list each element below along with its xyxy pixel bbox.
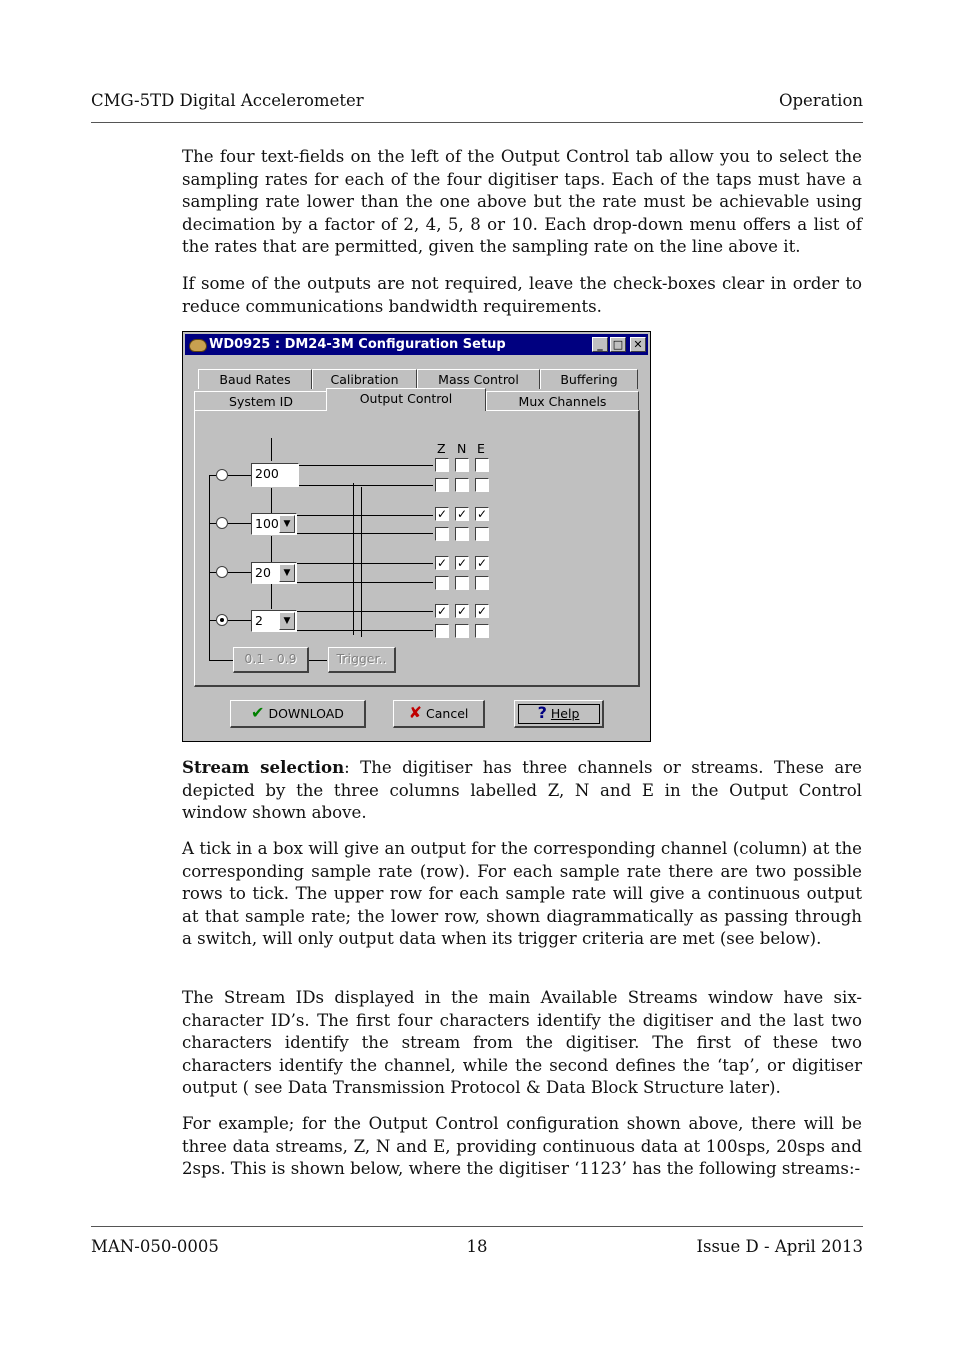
- tap-radio-4[interactable]: [216, 614, 228, 626]
- title-bar: [185, 334, 648, 355]
- tab-system-id[interactable]: System ID: [194, 391, 328, 411]
- check-icon: ✓: [456, 556, 468, 570]
- header-title: CMG-5TD Digital Accelerometer: [91, 91, 364, 110]
- connector-line: [271, 488, 272, 513]
- tap-radio-2[interactable]: [216, 517, 228, 529]
- tap-radio-1[interactable]: [216, 469, 228, 481]
- check-e-2-continuous[interactable]: [475, 604, 489, 618]
- range-button[interactable]: 0.1 - 0.9: [233, 647, 309, 673]
- bold-lead: Stream selection: [182, 757, 345, 777]
- output-line: [297, 611, 433, 612]
- tab-buffering[interactable]: Buffering: [540, 369, 638, 389]
- check-n-2-trigger[interactable]: [455, 624, 469, 638]
- window-title: WD0925 : DM24-3M Configuration Setup: [209, 337, 506, 352]
- tab-baud-rates[interactable]: Baud Rates: [198, 369, 312, 389]
- download-label: DOWNLOAD: [268, 706, 344, 721]
- trigger-output-line: [297, 533, 433, 534]
- check-icon: ✓: [436, 507, 448, 521]
- check-icon: ✓: [476, 556, 488, 570]
- tab-output-control[interactable]: Output Control: [326, 388, 486, 411]
- cross-icon: ✘: [408, 703, 423, 722]
- column-label-e: E: [477, 441, 485, 456]
- rate-select-3[interactable]: [251, 562, 297, 584]
- column-label-z: Z: [437, 441, 446, 456]
- check-z-2-continuous[interactable]: [435, 604, 449, 618]
- bus-line: [209, 523, 216, 524]
- check-e-200-continuous[interactable]: [475, 458, 489, 472]
- paragraph: For example; for the Output Control configuration shown above, there will be three data streams, Z, N and E, providing continuous data at 100sps, 20sps and 2sps. This is shown below, where the digitiser ‘1123’ has the following streams:-: [182, 1114, 862, 1179]
- minimize-icon[interactable]: _: [592, 337, 608, 352]
- paragraph: If some of the outputs are not required, leave the check-boxes clear in order to reduce communications bandwidth requirements.: [182, 274, 862, 316]
- trigger-switch-line: [353, 483, 354, 635]
- rate-select-2[interactable]: [251, 513, 297, 535]
- page-number: 18: [466, 1237, 488, 1256]
- connector-line: [271, 438, 272, 461]
- close-icon[interactable]: ✕: [630, 337, 646, 352]
- rate-value: 20: [255, 565, 271, 580]
- check-n-100-trigger[interactable]: [455, 527, 469, 541]
- rate-select-4[interactable]: [251, 610, 297, 632]
- header-rule: [91, 122, 863, 123]
- output-control-panel: [194, 410, 640, 687]
- output-line: [297, 563, 433, 564]
- check-z-2-trigger[interactable]: [435, 624, 449, 638]
- check-e-2-trigger[interactable]: [475, 624, 489, 638]
- bus-line: [228, 523, 251, 524]
- check-icon: ✓: [476, 507, 488, 521]
- tab-mux-channels[interactable]: Mux Channels: [486, 391, 639, 411]
- check-z-20-continuous[interactable]: [435, 556, 449, 570]
- download-button[interactable]: [230, 700, 366, 728]
- rate-field-1[interactable]: [251, 463, 299, 487]
- check-icon: ✓: [476, 604, 488, 618]
- check-z-200-trigger[interactable]: [435, 478, 449, 492]
- check-n-20-continuous[interactable]: [455, 556, 469, 570]
- bus-line: [209, 660, 233, 661]
- maximize-icon[interactable]: □: [610, 337, 626, 352]
- check-e-100-trigger[interactable]: [475, 527, 489, 541]
- page-footer: [91, 1237, 863, 1259]
- checkmark-icon: ✔: [251, 703, 265, 722]
- rate-value: 200: [255, 466, 279, 481]
- app-icon: [189, 339, 207, 352]
- tab-mass-control[interactable]: Mass Control: [417, 369, 540, 389]
- help-button[interactable]: [514, 700, 604, 728]
- config-window: [182, 331, 651, 742]
- check-n-2-continuous[interactable]: [455, 604, 469, 618]
- paragraph: The Stream IDs displayed in the main Available Streams window have six-character ID’s. The first four characters identify the digitiser and the last two characters identify the stream from the digitiser. The first of these two characters identify the channel, while the second defines the ‘tap’, or digitiser output ( see Data Transmission Protocol & Data Block Structure later).: [182, 988, 862, 1098]
- connector-line: [271, 584, 272, 609]
- bus-line: [209, 475, 216, 476]
- trigger-button[interactable]: Trigger..: [328, 647, 396, 673]
- check-e-20-continuous[interactable]: [475, 556, 489, 570]
- chevron-down-icon[interactable]: ▼: [279, 515, 295, 533]
- chevron-down-icon[interactable]: ▼: [279, 564, 295, 582]
- connector-line: [271, 536, 272, 562]
- check-z-200-continuous[interactable]: [435, 458, 449, 472]
- trigger-output-line: [297, 582, 433, 583]
- check-icon: ✓: [436, 604, 448, 618]
- check-z-20-trigger[interactable]: [435, 576, 449, 590]
- check-e-20-trigger[interactable]: [475, 576, 489, 590]
- check-e-200-trigger[interactable]: [475, 478, 489, 492]
- paragraph: A tick in a box will give an output for the corresponding channel (column) at the corresponding sample rate (row). For each sample rate there are two possible rows to tick. The upper row for each sample rate will give a continuous output at that sample rate; the lower row, shown diagrammatically as passing through a switch, will only output data when its trigger criteria are met (see below).: [182, 839, 862, 949]
- column-label-n: N: [457, 441, 467, 456]
- bus-line: [209, 572, 216, 573]
- paragraph-text: : The digitiser has three channels or streams. These are depicted by the three columns labelled Z, N and E in the Output Control window shown above.: [182, 758, 862, 823]
- tab-calibration[interactable]: Calibration: [312, 369, 417, 389]
- output-line: [297, 515, 433, 516]
- bus-line: [228, 620, 251, 621]
- check-e-100-continuous[interactable]: [475, 507, 489, 521]
- check-z-100-continuous[interactable]: [435, 507, 449, 521]
- cancel-label: Cancel: [426, 706, 469, 721]
- help-label: Help: [550, 706, 580, 721]
- check-icon: ✓: [456, 507, 468, 521]
- chevron-down-icon[interactable]: ▼: [279, 612, 295, 630]
- rate-value: 100: [255, 516, 279, 531]
- check-n-20-trigger[interactable]: [455, 576, 469, 590]
- output-line: [299, 465, 433, 466]
- header-section: Operation: [778, 91, 863, 110]
- bus-line: [228, 572, 251, 573]
- page-header: [91, 91, 863, 113]
- trigger-output-line: [299, 485, 433, 486]
- trigger-output-line: [297, 630, 433, 631]
- help-icon: ?: [537, 703, 547, 722]
- bus-line: [209, 620, 216, 621]
- cancel-button[interactable]: [393, 700, 485, 728]
- check-icon: ✓: [456, 604, 468, 618]
- check-z-100-trigger[interactable]: [435, 527, 449, 541]
- check-icon: ✓: [436, 556, 448, 570]
- bus-line: [228, 475, 251, 476]
- check-n-100-continuous[interactable]: [455, 507, 469, 521]
- paragraph: [182, 756, 862, 825]
- trigger-switch-line: [361, 487, 362, 637]
- paragraph: The four text-fields on the left of the Output Control tab allow you to select the sampling rates for each of the four digitiser taps. Each of the taps must have a sampling rate lower than the one above but the rate must be achievable using decimation by a factor of 2, 4, 5, 8 or 10. Each drop-down menu offers a list of the rates that are permitted, given the sampling rate on the line above it.: [182, 147, 862, 257]
- tap-radio-3[interactable]: [216, 566, 228, 578]
- check-n-200-continuous[interactable]: [455, 458, 469, 472]
- check-n-200-trigger[interactable]: [455, 478, 469, 492]
- doc-number: MAN-050-0005: [91, 1237, 219, 1256]
- rate-value: 2: [255, 613, 263, 628]
- bus-line: [209, 475, 210, 660]
- footer-rule: [91, 1226, 863, 1227]
- issue-date: Issue D - April 2013: [696, 1237, 863, 1256]
